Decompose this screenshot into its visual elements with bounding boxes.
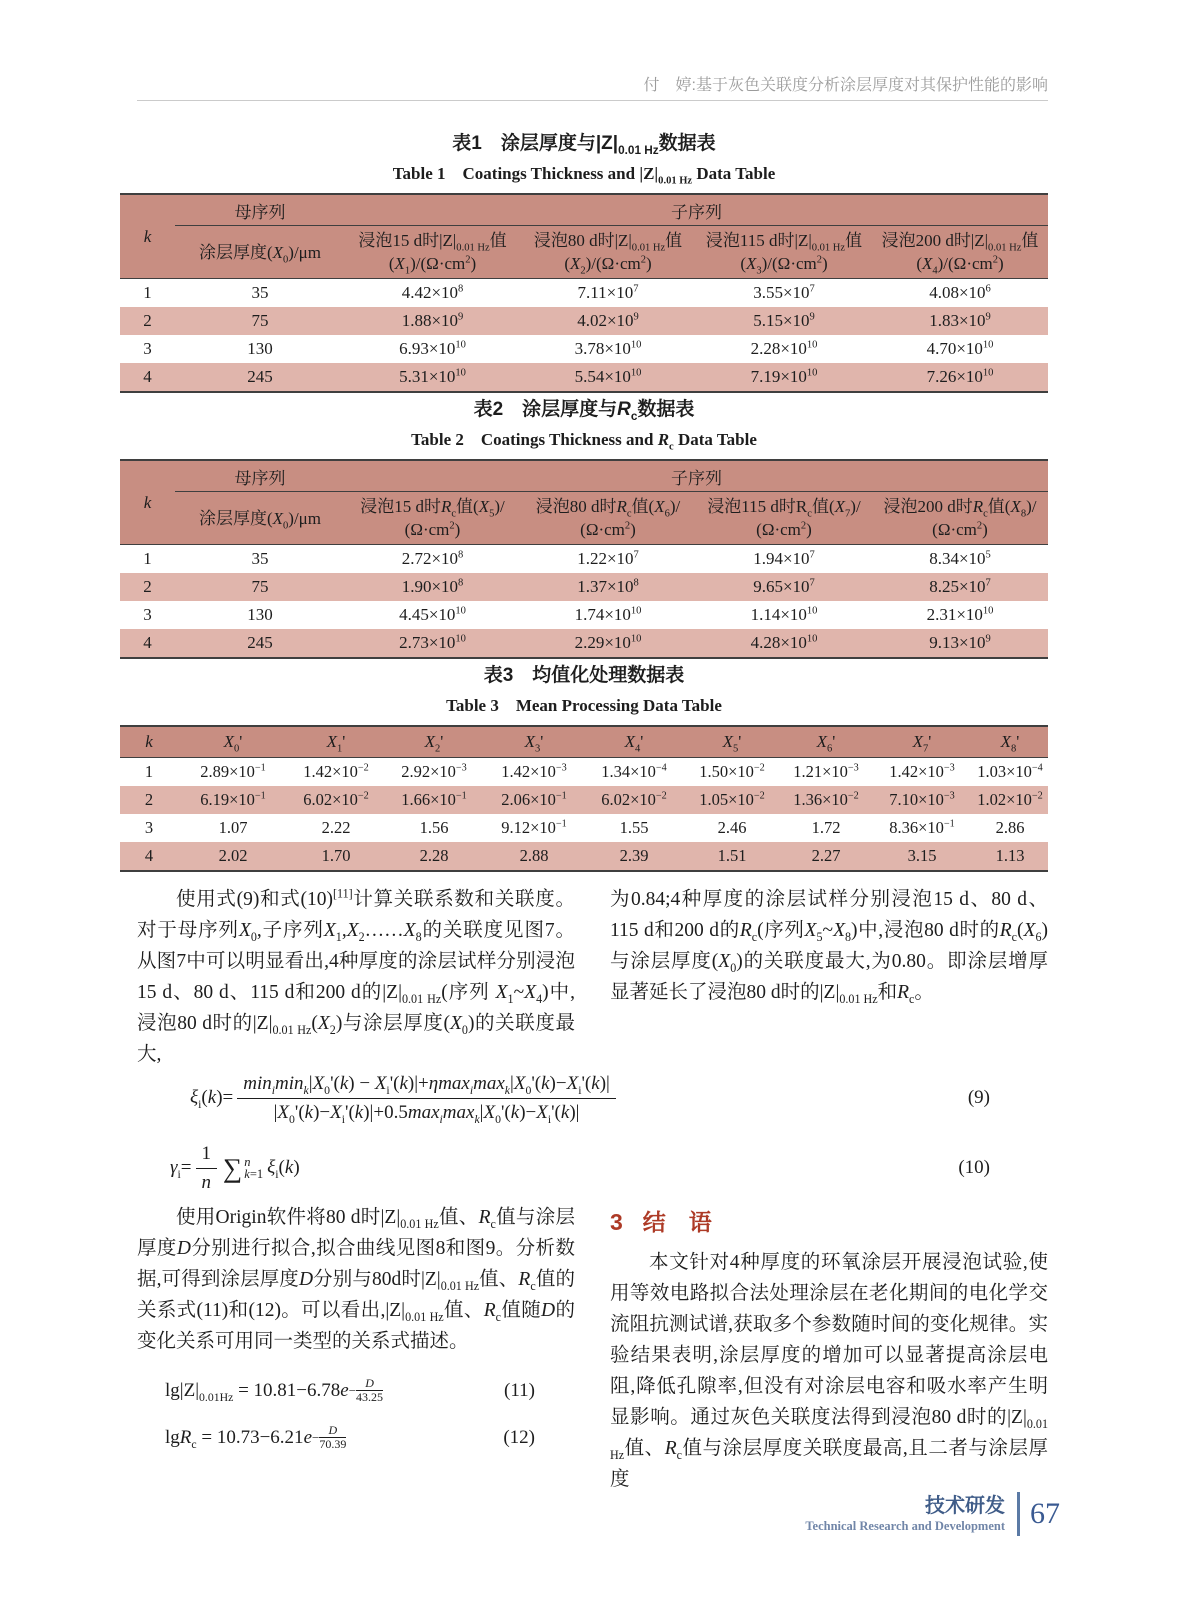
table-cell: 2.88	[519, 846, 549, 865]
table-cell: 2.02	[218, 846, 248, 865]
eq11-exp-num: D	[356, 1377, 383, 1391]
table-row	[120, 363, 1048, 392]
table-cell: $4.08\times 10^6$	[929, 283, 991, 302]
table-row	[120, 786, 1048, 814]
eq12-exp-den: 70.39	[319, 1437, 347, 1451]
table2-body	[120, 545, 1048, 659]
table1-child-group: 子序列	[345, 194, 1048, 226]
table-cell: $1.42\times 10^{-3}$	[501, 762, 567, 781]
table-row	[120, 335, 1048, 363]
table1-title-zh: 表1 涂层厚度与$|Z|_{0.01 Hz}$数据表	[452, 133, 716, 157]
column-header: 浸泡80 d时$|Z|_{0.01 Hz}$值 $(X_2)/(\Omega\cdot cm^2)$	[520, 226, 696, 279]
section-title: 结 语	[642, 1209, 712, 1235]
table-cell: $3.55\times 10^7$	[753, 283, 815, 302]
column-header: 涂层厚度$(X_0)/\mu m$	[175, 226, 345, 279]
eq11-lhs: $\lg|Z|_{0.01Hz} = 10.81-6.78e$	[165, 1379, 349, 1404]
eq11-number: (11)	[504, 1379, 535, 1401]
table1-col-k: k	[120, 194, 175, 279]
table-cell: $1.37\times 10^8$	[577, 577, 639, 596]
table-cell: 35	[251, 283, 269, 302]
table-cell: 3	[144, 818, 154, 837]
equation-10	[120, 1142, 1048, 1194]
body-columns-top	[137, 884, 1048, 1070]
table-cell: $1.94\times 10^7$	[753, 549, 815, 568]
table-cell: $2.31\times 10^{10}$	[926, 605, 994, 624]
table-cell: $1.36\times 10^{-2}$	[793, 790, 859, 809]
footer-labels	[805, 1495, 1005, 1534]
eq12-exponent-fraction	[319, 1424, 346, 1451]
table-row	[120, 629, 1048, 658]
table-row	[120, 307, 1048, 335]
eq10-sum-limits	[244, 1156, 263, 1180]
table2-header	[120, 460, 1048, 545]
eq12-exp-sign: −	[312, 1429, 320, 1445]
table-cell: $1.74\times 10^{10}$	[574, 605, 642, 624]
table-cell: 1	[144, 762, 154, 781]
table-cell: 4	[144, 846, 154, 865]
table-cell: 2.22	[321, 818, 351, 837]
table-row	[120, 758, 1048, 787]
column-header: $X_4'$	[584, 726, 684, 758]
table-cell: $1.90\times 10^8$	[401, 577, 464, 596]
column-header: 浸泡15 d时$|Z|_{0.01 Hz}$值 $(X_1)/(\Omega\cdot cm^2)$	[345, 226, 520, 279]
table-cell: 4	[143, 367, 152, 386]
table-cell: $7.19\times 10^{10}$	[750, 367, 818, 386]
column-header: 浸泡115 d时$|Z|_{0.01 Hz}$值 $(X_3)/(\Omega\cdot cm^2)$	[696, 226, 872, 279]
table3-title-en: Table 3 Mean Processing Data Table	[446, 696, 722, 715]
section-number: 3	[610, 1209, 623, 1235]
column-header: $X_6'$	[780, 726, 872, 758]
table1-body	[120, 279, 1048, 393]
paragraph-conclusion: 本文针对4种厚度的环氧涂层开展浸泡试验,使用等效电路拟合法处理涂层在老化期间的电化学交流阻抗测试谱,获取多个参数随时间的变化规律。实验结果表明,涂层厚度的增加可以显著提高涂层电阻,降低孔隙率,但没有对涂层电容和吸水率产生明显影响。通过灰色关联度法得到浸泡80 d时的$|Z|_{0.01 Hz}$值、$R_c$值与涂层厚度关联度最高,且二者与涂层厚度	[610, 1252, 1048, 1490]
running-header	[120, 72, 1048, 95]
eq9-fraction	[237, 1073, 616, 1124]
table-cell: $1.66\times 10^{-1}$	[401, 790, 467, 809]
column-header: 浸泡200 d时$R_c$值$(X_8)/$ $(\Omega\cdot cm^2)$	[872, 492, 1048, 545]
table-cell: 75	[251, 577, 269, 596]
paragraph-fitting: 使用Origin软件将80 d时$|Z|_{0.01 Hz}$值、$R_c$值与涂层厚度D分别进行拟合,拟合曲线见图8和图9。分析数据,可得到涂层厚度D分别与80d时$|Z|_{0.01 Hz}$值、$R_c$值的关系式(11)和(12)。可以看出$,|Z|_{0.01 Hz}$值、$R_c$值随D的变化关系可用同一类型的关系式描述。	[137, 1207, 575, 1352]
table-cell: 1.51	[717, 846, 747, 865]
table2-block	[120, 394, 1048, 659]
table-cell: 2.28	[419, 846, 449, 865]
table-cell: 3.15	[907, 846, 937, 865]
table-cell: $8.36\times 10^{-1}$	[889, 818, 955, 837]
table-cell: $4.45\times 10^{10}$	[399, 605, 466, 624]
eq10-lhs: $\gamma_i=$	[170, 1157, 192, 1181]
table-cell: $9.13\times 10^9$	[929, 633, 991, 652]
equation-9	[120, 1052, 1048, 1144]
table-cell: $5.15\times 10^9$	[753, 311, 815, 330]
table-cell: $5.31\times 10^{10}$	[399, 367, 466, 386]
column-header: 涂层厚度$(X_0)/\mu m$	[175, 492, 345, 545]
table-cell: $2.06\times 10^{-1}$	[501, 790, 567, 809]
table1-title-en: Table 1 Coatings Thickness and $|Z|_{0.01 Hz}$ Data Table	[392, 164, 776, 187]
table-cell: 1	[143, 549, 152, 568]
column-header: $X_0'$	[178, 726, 288, 758]
table-cell: 245	[247, 633, 273, 652]
column-header: $X_2'$	[384, 726, 484, 758]
table1	[120, 193, 1048, 393]
page-number: 67	[1030, 1497, 1060, 1530]
eq9-numerator: $\min_i\min_k|X_0'(k) - X_i'(k)|+\eta\max_i\max_k|X_0'(k)-X_i'(k)|$	[237, 1073, 616, 1099]
table-cell: 1.70	[321, 846, 351, 865]
table-cell: $1.21\times 10^{-3}$	[793, 762, 859, 781]
table-cell: $1.34\times 10^{-4}$	[601, 762, 667, 781]
table-cell: $1.02\times 10^{-2}$	[977, 790, 1043, 809]
table-cell: 1.55	[619, 818, 649, 837]
eq11-exp-den: 43.25	[356, 1390, 384, 1404]
table-row	[120, 601, 1048, 629]
table2-child-group: 子序列	[345, 460, 1048, 492]
table-cell: $1.14\times 10^{10}$	[750, 605, 818, 624]
table-cell: $1.88\times 10^9$	[401, 311, 464, 330]
eq12-number: (12)	[503, 1426, 535, 1448]
eq9-lhs: $\xi_i(k)=$	[190, 1087, 234, 1111]
eq9-number: (9)	[967, 1087, 990, 1108]
table-cell: $6.02\times 10^{-2}$	[601, 790, 667, 809]
eq11-exponent-fraction	[356, 1377, 383, 1404]
table1-block	[120, 128, 1048, 393]
table-cell: 1.72	[811, 818, 841, 837]
column-header: k	[120, 726, 178, 758]
eq10-rhs: $\xi_i(k)$	[267, 1157, 300, 1181]
table-cell: $2.72\times 10^8$	[401, 549, 464, 568]
table-row	[120, 279, 1048, 308]
table-cell: $2.73\times 10^{10}$	[399, 633, 466, 652]
table-cell: 35	[251, 549, 269, 568]
table-row	[120, 545, 1048, 574]
table3-block	[120, 660, 1048, 872]
table2-col-k: k	[120, 460, 175, 545]
table3-body	[120, 758, 1048, 872]
column-header: 浸泡15 d时$R_c$值$(X_5)/$ $(\Omega\cdot cm^2)$	[345, 492, 520, 545]
sigma-sum-symbol: ∑	[223, 1152, 243, 1183]
table-cell: 1.07	[218, 818, 248, 837]
table-cell: $1.42\times 10^{-2}$	[303, 762, 369, 781]
table-cell: 75	[251, 311, 269, 330]
table-cell: $1.03\times 10^{-4}$	[977, 762, 1043, 781]
table-cell: 4	[143, 633, 152, 652]
table-cell: 130	[247, 339, 273, 358]
table-cell: 1.13	[995, 846, 1025, 865]
table-cell: 3	[143, 605, 152, 624]
eq10-number: (10)	[958, 1157, 990, 1178]
table-cell: $1.22\times 10^7$	[577, 549, 639, 568]
table-cell: $6.19\times 10^{-1}$	[200, 790, 266, 809]
equation-11	[137, 1377, 575, 1404]
table-cell: $4.70\times 10^{10}$	[926, 339, 994, 358]
body-columns-bottom	[137, 1202, 1048, 1495]
left-column-bottom	[137, 1202, 575, 1495]
page-footer	[805, 1492, 1060, 1536]
eq10-fraction	[196, 1143, 218, 1194]
table-cell: 2	[143, 577, 152, 596]
column-header: $X_7'$	[872, 726, 972, 758]
table3-title-zh: 表3 均值化处理数据表	[483, 665, 685, 686]
table-cell: 2.39	[619, 846, 649, 865]
column-header: $X_5'$	[684, 726, 780, 758]
table-cell: $9.65\times 10^7$	[753, 577, 815, 596]
table-cell: $6.93\times 10^{10}$	[399, 339, 466, 358]
footer-divider-bar	[1017, 1492, 1020, 1536]
table-cell: 245	[247, 367, 273, 386]
table-cell: $4.28\times 10^{10}$	[750, 633, 818, 652]
eq11-exp-sign: −	[348, 1382, 357, 1398]
table2	[120, 459, 1048, 659]
table-cell: $2.89\times 10^{-1}$	[200, 762, 266, 781]
table3	[120, 725, 1048, 872]
table-cell: $4.02\times 10^9$	[577, 311, 639, 330]
paragraph-correlation-left: 使用式(9)和式(10)[11]计算关联系数和关联度。对于母序列$X_0$,子序列$X_1,X_2\dots\dots X_8$的关联度见图7。从图7中可以明显看出,4种厚度的涂层试样分别浸泡15 d、80 d、115 d和200 d的$|Z|_{0.01 Hz}$(序列 $X_1\sim X_4$)中,浸泡80 d时的$|Z|_{0.01 Hz}(X_2)$与涂层厚度$(X_0)$的关联度最大,	[137, 886, 575, 1065]
column-header: 浸泡115 d时$R_c$值$(X_7)/$ $(\Omega\cdot cm^2)$	[696, 492, 872, 545]
table2-mother-group: 母序列	[175, 460, 345, 492]
eq9-denominator: $|X_0'(k)-X_i'(k)|+0.5\max_i\max_k|X_0'(k)-X_i'(k)|$	[273, 1101, 580, 1126]
table-cell: $2.92\times 10^{-3}$	[401, 762, 467, 781]
table-cell: $6.02\times 10^{-2}$	[303, 790, 369, 809]
equation-12	[137, 1424, 575, 1451]
table-cell: 1	[143, 283, 152, 302]
footer-label-zh: 技术研发	[925, 1494, 1005, 1517]
column-header: $X_3'$	[484, 726, 584, 758]
section-heading-conclusion	[610, 1204, 1048, 1237]
left-column	[137, 884, 575, 1070]
header-rule	[137, 100, 1048, 101]
table-cell: $1.05\times 10^{-2}$	[699, 790, 765, 809]
table1-header	[120, 194, 1048, 279]
table-cell: 3	[143, 339, 152, 358]
table3-header	[120, 726, 1048, 758]
table-cell: 2.46	[717, 818, 747, 837]
table-cell: 2	[144, 790, 154, 809]
table-cell: 2	[143, 311, 152, 330]
table1-mother-group: 母序列	[175, 194, 345, 226]
eq10-sum-upper: n	[244, 1155, 251, 1169]
table-cell: 1.56	[419, 818, 449, 837]
right-column	[610, 884, 1048, 1070]
table-cell: $1.42\times 10^{-3}$	[889, 762, 955, 781]
table-cell: $3.78\times 10^{10}$	[574, 339, 642, 358]
eq12-lhs: lgR$_c$ = 10.73−6.21e	[165, 1426, 312, 1451]
table2-title-en: Table 2 Coatings Thickness and $R_c$ Data Table	[411, 430, 757, 453]
table-cell: $7.11\times 10^7$	[577, 283, 639, 302]
table-cell: 2.86	[995, 818, 1025, 837]
eq12-exp-num: D	[319, 1424, 346, 1438]
paragraph-correlation-right: 为0.84;4种厚度的涂层试样分别浸泡15 d、80 d、115 d和200 d的$R_c$(序列$X_5\sim X_8$)中,浸泡80 d时的$R_c(X_6)$与涂层厚度$(X_0)$的关联度最大,为0.80。即涂层增厚显著延长了浸泡80 d时的$|Z|_{0.01 Hz}$和$R_c$。	[610, 889, 1049, 1006]
table-row	[120, 814, 1048, 842]
table-cell: 130	[247, 605, 273, 624]
table-cell: $8.25\times 10^7$	[929, 577, 991, 596]
footer-label-en: Technical Research and Development	[805, 1518, 1005, 1533]
table-cell: 2.27	[811, 846, 841, 865]
table-row	[120, 842, 1048, 871]
running-title: 付 婷:基于灰色关联度分析涂层厚度对其保护性能的影响	[643, 77, 1048, 94]
table-cell: $5.54\times 10^{10}$	[574, 367, 642, 386]
table-cell: $1.50\times 10^{-2}$	[699, 762, 765, 781]
right-column-bottom	[610, 1202, 1048, 1495]
column-header: $X_1'$	[288, 726, 384, 758]
table-cell: $2.29\times 10^{10}$	[574, 633, 642, 652]
column-header: $X_8'$	[972, 726, 1048, 758]
table-cell: $2.28\times 10^{10}$	[750, 339, 818, 358]
table-cell: $9.12\times 10^{-1}$	[501, 818, 567, 837]
table-cell: $8.34\times 10^5$	[929, 549, 991, 568]
table-cell: $1.83\times 10^9$	[929, 311, 991, 330]
table-cell: $7.10\times 10^{-3}$	[889, 790, 955, 809]
table2-title-zh: 表2 涂层厚度与$R_c$数据表	[473, 399, 695, 423]
eq10-frac-num: 1	[196, 1143, 218, 1169]
table-row	[120, 573, 1048, 601]
table-cell: $4.42\times 10^8$	[401, 283, 464, 302]
eq10-sum-lower: k=1	[244, 1167, 264, 1181]
eq10-frac-den: n	[201, 1171, 211, 1193]
column-header: 浸泡200 d时$|Z|_{0.01 Hz}$值 $(X_4)/(\Omega\cdot cm^2)$	[872, 226, 1048, 279]
column-header: 浸泡80 d时$R_c$值$(X_6)/$ $(\Omega\cdot cm^2)$	[520, 492, 696, 545]
table-cell: $7.26\times 10^{10}$	[926, 367, 994, 386]
